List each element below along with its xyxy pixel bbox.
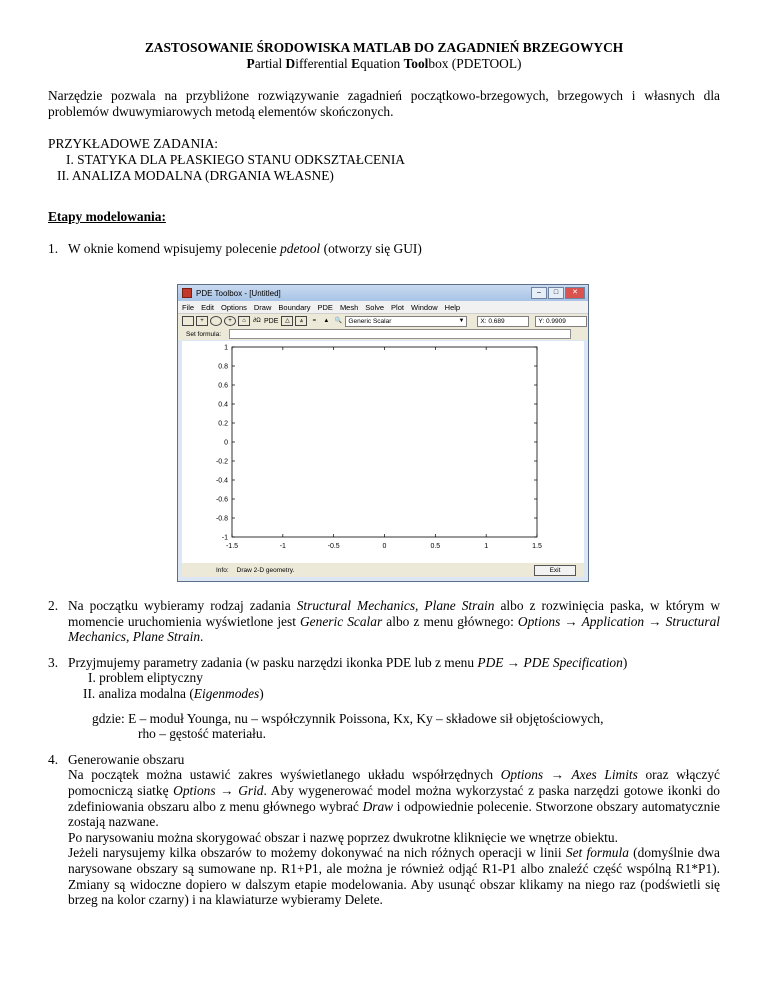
- step-italic: Options → Application → Structural Mechanics, Plane Strain: [68, 613, 720, 645]
- application-select[interactable]: [345, 316, 467, 327]
- step-text: i odpowiednie polecenie. Stworzone obszary automatycznie zostają nazwane.: [68, 798, 720, 830]
- menu-options[interactable]: Options: [221, 302, 247, 312]
- menu-pde[interactable]: PDE: [317, 302, 333, 312]
- matlab-app-icon: [182, 288, 192, 298]
- x-tick-label: 0.5: [430, 543, 441, 550]
- x-tick-label: 1.5: [532, 543, 542, 550]
- step-italic: Draw: [362, 798, 394, 814]
- step3-note: rho – gęstość materiału.: [138, 726, 266, 742]
- y-tick-label: 0: [224, 439, 228, 447]
- close-button[interactable]: ✕: [565, 287, 585, 299]
- set-formula-label: Set formula:: [186, 330, 222, 338]
- pdetool-window: [177, 284, 589, 582]
- step4-paragraph: [48, 845, 720, 907]
- menu-file[interactable]: File: [182, 302, 195, 312]
- y-tick-label: -0.8: [215, 515, 228, 523]
- subtitle-part: ifferential: [295, 56, 352, 71]
- subtitle-part: E: [351, 56, 361, 71]
- rectangle-center-icon[interactable]: +: [196, 316, 208, 326]
- step-text: Jeżeli narysujemy kilka obszarów to możemy dokonywać na nich różnych operacji w linii: [68, 845, 566, 861]
- step-text: albo z rozwinięcia paska, w którym w momencie uruchomienia wyświetlone jest: [68, 598, 720, 629]
- step3-item: [48, 686, 720, 702]
- polygon-icon[interactable]: ⌂: [238, 316, 250, 326]
- menu-mesh[interactable]: Mesh: [339, 302, 359, 312]
- ellipse-icon[interactable]: [210, 316, 222, 326]
- step4-paragraph: Po narysowaniu można skorygować obszar i nazwę poprzez dwukrotne kliknięcie we wnętrze obiektu.: [68, 829, 618, 845]
- exit-button[interactable]: Exit: [534, 565, 576, 576]
- x-tick-label: -1: [279, 543, 286, 550]
- y-tick-label: 0.8: [218, 363, 228, 371]
- step-4: [48, 752, 720, 768]
- axes-chart[interactable]: [182, 341, 586, 563]
- info-message: Draw 2-D geometry.: [236, 566, 295, 574]
- ellipse-center-icon[interactable]: +: [224, 316, 236, 326]
- toolbar: [178, 313, 588, 328]
- step-text: . Aby wygenerować model można wykorzystać z paska narzędzi gotowe ikonki do zdefiniowania obszaru albo z menu głównego wybrać: [68, 782, 720, 814]
- step-text: ): [622, 654, 628, 670]
- step-italic: Set formula: [565, 845, 629, 861]
- set-formula-input[interactable]: [229, 329, 571, 339]
- step-number: 3.: [48, 654, 59, 670]
- step-text: oraz włączyć pomocniczą siatkę: [68, 767, 720, 798]
- step-3: [48, 655, 720, 671]
- subtitle-part: P: [246, 56, 255, 71]
- step-number: 2.: [48, 598, 59, 613]
- document-continued: [48, 598, 720, 908]
- step-italic: Generic Scalar: [300, 613, 383, 629]
- doc-subtitle: [48, 56, 720, 72]
- menu-window[interactable]: Window: [410, 302, 438, 312]
- y-tick-label: -1: [221, 534, 228, 542]
- x-coordinate-readout: X: 0.689: [477, 316, 529, 327]
- menu-plot[interactable]: Plot: [391, 302, 404, 312]
- stages-heading: Etapy modelowania:: [48, 209, 166, 224]
- command-name: pdetool: [280, 241, 321, 256]
- y-coordinate-readout: Y: 0.9909: [535, 316, 587, 327]
- mesh-icon[interactable]: △: [281, 316, 293, 326]
- y-tick-label: 0.2: [218, 420, 228, 428]
- plot-area[interactable]: [182, 341, 584, 563]
- y-tick-label: -0.2: [215, 458, 228, 466]
- step-italic: Options → Grid: [173, 782, 264, 798]
- info-label: Info:: [216, 566, 229, 574]
- step-text: W oknie komend wpisujemy polecenie: [68, 241, 281, 256]
- intro-paragraph: Narzędzie pozwala na przybliżone rozwiązywanie zagadnień początkowo-brzegowych, brzegowych i własnych dla problemów dwuwymiarowych metodą elementów skończonych.: [48, 88, 720, 119]
- step-text: (domyślnie dwa narysowane obszary są sumowane np. R1+P1, ale można je również odjąć R1-P1 albo znaleźć część wspólną R1*P1). Zmiany są widoczne dopiero w dalszym etapie modelowania. Aby usunąć obszar klikamy na niego raz (podświetli się brzeg na kolor czarny) i na klawiaturze wybieramy Delete.: [68, 845, 720, 908]
- doc-title: ZASTOSOWANIE ŚRODOWISKA MATLAB DO ZAGADNIEŃ BRZEGOWYCH: [144, 40, 624, 55]
- step-italic: Eigenmodes: [193, 685, 260, 701]
- step-text: ): [259, 685, 264, 701]
- menu-bar: [178, 301, 588, 313]
- refine-mesh-icon[interactable]: ⩓: [295, 316, 307, 326]
- document-page: [48, 40, 720, 257]
- x-tick-label: 0: [382, 543, 387, 550]
- solve-icon[interactable]: =: [312, 318, 317, 324]
- menu-solve[interactable]: Solve: [365, 302, 385, 312]
- step-2: [48, 598, 720, 645]
- examples-heading: PRZYKŁADOWE ZADANIA:: [48, 136, 218, 151]
- step-heading: Generowanie obszaru: [68, 751, 185, 767]
- subtitle-part: Tool: [403, 56, 429, 71]
- y-tick-label: -0.6: [215, 496, 228, 504]
- menu-draw[interactable]: Draw: [253, 302, 272, 312]
- maximize-button[interactable]: □: [548, 287, 564, 299]
- step-text: Na początek można ustawić zakres wyświetlanego układu współrzędnych: [68, 767, 501, 783]
- x-tick-label: -0.5: [327, 543, 340, 550]
- pde-button[interactable]: PDE: [264, 317, 279, 325]
- step4-paragraph: [48, 767, 720, 829]
- step-italic: Structural Mechanics, Plane Strain: [296, 598, 495, 613]
- example-item: I. STATYKA DLA PŁASKIEGO STANU ODKSZTAŁCENIA: [66, 152, 405, 167]
- step-1: [48, 241, 720, 257]
- boundary-mode-icon[interactable]: ∂Ω: [253, 318, 261, 324]
- x-tick-label: -1.5: [225, 543, 239, 550]
- step3-note: gdzie: E – moduł Younga, nu – współczynnik Poissona, Kx, Ky – składowe sił objętościowych,: [92, 710, 604, 726]
- rectangle-icon[interactable]: [182, 316, 194, 326]
- step-italic: PDE → PDE Specification: [477, 654, 623, 670]
- step-text: (otworzy się GUI): [320, 241, 422, 256]
- info-bar: [182, 563, 584, 577]
- set-formula-row: [178, 328, 588, 340]
- y-tick-label: 0.4: [218, 401, 228, 409]
- menu-edit[interactable]: Edit: [201, 302, 215, 312]
- step-number: 1.: [48, 241, 59, 256]
- subtitle-part: D: [285, 56, 296, 71]
- step-italic: Options → Axes Limits: [500, 767, 638, 783]
- menu-help[interactable]: Help: [444, 302, 461, 312]
- minimize-button[interactable]: –: [531, 287, 547, 299]
- step-number: 4.: [48, 751, 59, 767]
- axes-box: [232, 347, 537, 537]
- x-tick-label: 1: [484, 543, 489, 550]
- menu-boundary[interactable]: Boundary: [278, 302, 311, 312]
- step-text: albo z menu głównego:: [382, 613, 518, 629]
- window-titlebar: [178, 285, 588, 301]
- subtitle-part: artial: [254, 56, 286, 71]
- step-text: II. analiza modalna (: [83, 685, 194, 701]
- chevron-down-icon: ▼: [458, 317, 465, 324]
- step3-item: I. problem eliptyczny: [88, 670, 203, 686]
- subtitle-part: box (PDETOOL): [428, 56, 522, 71]
- window-title: PDE Toolbox - [Untitled]: [196, 288, 281, 298]
- step-text: .: [200, 629, 204, 645]
- example-item: II. ANALIZA MODALNA (DRGANIA WŁASNE): [57, 168, 334, 183]
- y-tick-label: 1: [224, 344, 228, 352]
- subtitle-part: quation: [360, 56, 404, 71]
- plot-icon[interactable]: ▲: [323, 318, 330, 324]
- step-text: Przyjmujemy parametry zadania (w pasku narzędzi ikonka PDE lub z menu: [68, 654, 478, 670]
- application-select-value: Generic Scalar: [348, 317, 392, 325]
- step-text: Na początku wybieramy rodzaj zadania: [68, 598, 297, 613]
- y-tick-label: -0.4: [215, 477, 228, 485]
- zoom-icon[interactable]: 🔍: [334, 318, 343, 324]
- y-tick-label: 0.6: [218, 382, 228, 390]
